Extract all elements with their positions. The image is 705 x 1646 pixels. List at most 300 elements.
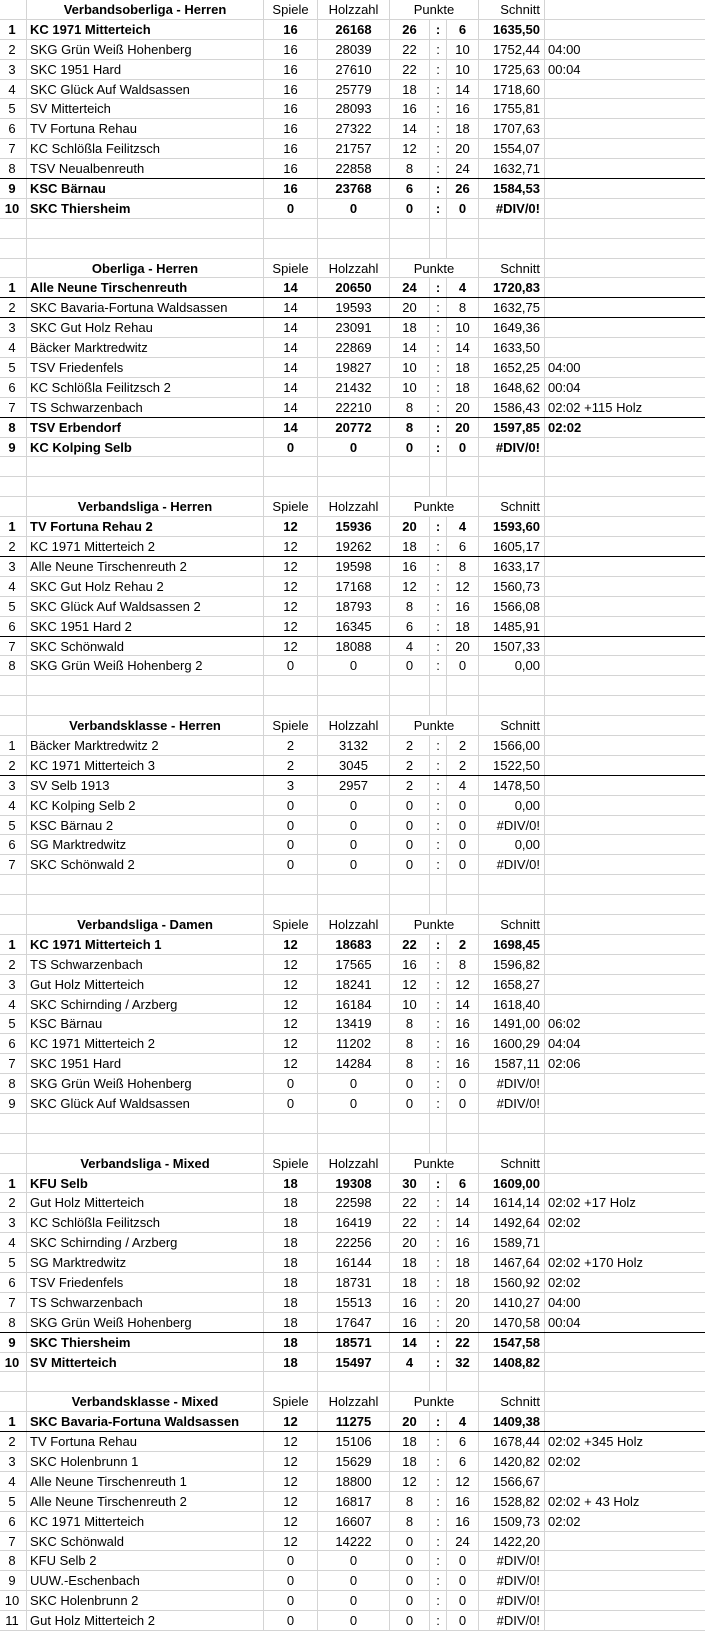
punkte-plus-cell[interactable]: 4 (390, 1353, 430, 1372)
note-cell[interactable] (545, 278, 705, 297)
punkte-plus-cell[interactable]: 26 (390, 20, 430, 39)
rank-cell[interactable]: 7 (0, 1293, 27, 1312)
note-cell[interactable] (545, 1551, 705, 1570)
punkte-colon-cell[interactable]: : (430, 1074, 447, 1093)
spiele-cell[interactable]: 18 (264, 1193, 318, 1212)
punkte-plus-cell[interactable]: 0 (390, 1571, 430, 1590)
header-spiele[interactable]: Spiele (264, 915, 318, 934)
team-cell[interactable]: KFU Selb 2 (27, 1551, 264, 1570)
holzzahl-cell[interactable]: 0 (318, 1591, 390, 1610)
holzzahl-cell[interactable]: 25779 (318, 80, 390, 99)
punkte-plus-cell[interactable]: 0 (390, 199, 430, 218)
rank-cell[interactable]: 3 (0, 318, 27, 337)
note-cell[interactable] (545, 1611, 705, 1630)
spiele-cell[interactable]: 12 (264, 537, 318, 556)
punkte-colon-cell[interactable]: : (430, 99, 447, 118)
schnitt-cell[interactable]: 1632,71 (479, 159, 545, 178)
spiele-cell[interactable]: 14 (264, 378, 318, 397)
punkte-minus-cell[interactable]: 16 (447, 597, 479, 616)
team-cell[interactable]: KC 1971 Mitterteich 2 (27, 537, 264, 556)
holzzahl-cell[interactable]: 0 (318, 656, 390, 675)
punkte-minus-cell[interactable]: 0 (447, 855, 479, 874)
table-title[interactable]: Verbandsoberliga - Herren (27, 0, 264, 19)
team-cell[interactable]: Bäcker Marktredwitz 2 (27, 736, 264, 755)
holzzahl-cell[interactable]: 0 (318, 816, 390, 835)
punkte-plus-cell[interactable]: 14 (390, 338, 430, 357)
schnitt-cell[interactable]: 1609,00 (479, 1174, 545, 1193)
rank-cell[interactable]: 4 (0, 1472, 27, 1491)
spiele-cell[interactable]: 14 (264, 398, 318, 417)
note-cell[interactable]: 02:02 +17 Holz (548, 1195, 636, 1211)
punkte-colon-cell[interactable]: : (430, 318, 447, 337)
punkte-minus-cell[interactable]: 2 (447, 736, 479, 755)
empty-cell[interactable] (390, 239, 430, 258)
team-cell[interactable]: TSV Neualbenreuth (27, 159, 264, 178)
punkte-colon-cell[interactable]: : (430, 1472, 447, 1491)
punkte-minus-cell[interactable]: 0 (447, 1591, 479, 1610)
empty-cell[interactable] (0, 219, 27, 238)
punkte-minus-cell[interactable]: 6 (447, 1452, 479, 1471)
punkte-colon-cell[interactable]: : (430, 1313, 447, 1332)
team-cell[interactable]: SV Mitterteich (27, 99, 264, 118)
schnitt-cell[interactable]: #DIV/0! (479, 816, 545, 835)
spiele-cell[interactable]: 12 (264, 517, 318, 536)
schnitt-cell[interactable]: 1614,14 (479, 1193, 545, 1212)
header-note[interactable] (545, 259, 705, 278)
spiele-cell[interactable]: 18 (264, 1273, 318, 1292)
schnitt-cell[interactable]: 1492,64 (479, 1213, 545, 1232)
empty-cell[interactable] (318, 696, 390, 715)
empty-cell[interactable] (0, 239, 27, 258)
header-punkte[interactable]: Punkte (390, 915, 479, 934)
punkte-minus-cell[interactable]: 0 (447, 1074, 479, 1093)
punkte-plus-cell[interactable]: 16 (390, 955, 430, 974)
rank-cell[interactable]: 3 (0, 557, 27, 576)
empty-cell[interactable] (390, 676, 430, 695)
empty-cell[interactable] (545, 477, 705, 496)
punkte-minus-cell[interactable]: 6 (447, 537, 479, 556)
spiele-cell[interactable]: 18 (264, 1253, 318, 1272)
empty-cell[interactable] (318, 477, 390, 496)
spiele-cell[interactable]: 12 (264, 975, 318, 994)
team-cell[interactable]: SKC Schirnding / Arzberg (27, 995, 264, 1014)
empty-cell[interactable] (430, 696, 447, 715)
note-cell[interactable]: 02:02 (548, 1275, 581, 1290)
punkte-plus-cell[interactable]: 0 (390, 796, 430, 815)
punkte-minus-cell[interactable]: 14 (447, 995, 479, 1014)
spiele-cell[interactable]: 0 (264, 796, 318, 815)
header-spiele[interactable]: Spiele (264, 1392, 318, 1411)
rank-cell[interactable]: 9 (0, 1571, 27, 1590)
header-schnitt[interactable]: Schnitt (479, 1392, 545, 1411)
note-cell[interactable] (545, 1074, 705, 1093)
schnitt-cell[interactable]: 0,00 (479, 656, 545, 675)
empty-cell[interactable] (545, 676, 705, 695)
note-cell[interactable] (545, 1412, 705, 1431)
team-cell[interactable]: TS Schwarzenbach (27, 398, 264, 417)
schnitt-cell[interactable]: 1707,63 (479, 119, 545, 138)
note-cell[interactable] (545, 796, 705, 815)
note-cell[interactable] (545, 637, 705, 656)
schnitt-cell[interactable]: 1633,50 (479, 338, 545, 357)
holzzahl-cell[interactable]: 14222 (318, 1532, 390, 1551)
empty-cell[interactable] (27, 1114, 264, 1133)
header-holzzahl[interactable]: Holzzahl (318, 716, 390, 735)
team-cell[interactable]: KC Schlößla Feilitzsch 2 (27, 378, 264, 397)
rank-cell[interactable]: 5 (0, 99, 27, 118)
rank-cell[interactable]: 8 (0, 1074, 27, 1093)
team-cell[interactable]: TS Schwarzenbach (27, 1293, 264, 1312)
team-cell[interactable]: Alle Neune Tirschenreuth (27, 278, 264, 297)
holzzahl-cell[interactable]: 18731 (318, 1273, 390, 1292)
punkte-plus-cell[interactable]: 22 (390, 40, 430, 59)
schnitt-cell[interactable]: 1554,07 (479, 139, 545, 158)
punkte-colon-cell[interactable]: : (430, 995, 447, 1014)
spiele-cell[interactable]: 16 (264, 159, 318, 178)
rank-cell[interactable]: 4 (0, 1233, 27, 1252)
punkte-plus-cell[interactable]: 0 (390, 816, 430, 835)
spiele-cell[interactable]: 16 (264, 139, 318, 158)
note-cell[interactable] (545, 955, 705, 974)
header-schnitt[interactable]: Schnitt (479, 716, 545, 735)
punkte-minus-cell[interactable]: 20 (447, 637, 479, 656)
punkte-colon-cell[interactable]: : (430, 1174, 447, 1193)
schnitt-cell[interactable]: 1560,92 (479, 1273, 545, 1292)
note-cell[interactable]: 00:04 (548, 379, 581, 395)
spiele-cell[interactable]: 16 (264, 179, 318, 198)
holzzahl-cell[interactable]: 21757 (318, 139, 390, 158)
punkte-minus-cell[interactable]: 0 (447, 656, 479, 675)
note-cell[interactable]: 04:04 (548, 1036, 581, 1052)
holzzahl-cell[interactable]: 11275 (318, 1412, 390, 1431)
note-cell[interactable]: 06:02 (548, 1016, 581, 1032)
spiele-cell[interactable]: 0 (264, 1611, 318, 1630)
holzzahl-cell[interactable]: 22598 (318, 1193, 390, 1212)
holzzahl-cell[interactable]: 0 (318, 438, 390, 457)
empty-cell[interactable] (390, 1372, 430, 1391)
note-cell[interactable] (545, 1472, 705, 1491)
empty-cell[interactable] (264, 676, 318, 695)
team-cell[interactable]: TS Schwarzenbach (27, 955, 264, 974)
empty-cell[interactable] (264, 696, 318, 715)
rank-cell[interactable]: 3 (0, 60, 27, 79)
schnitt-cell[interactable]: #DIV/0! (479, 1074, 545, 1093)
punkte-colon-cell[interactable]: : (430, 338, 447, 357)
punkte-colon-cell[interactable]: : (430, 1014, 447, 1033)
empty-cell[interactable] (390, 696, 430, 715)
punkte-colon-cell[interactable]: : (430, 577, 447, 596)
punkte-minus-cell[interactable]: 10 (447, 318, 479, 337)
team-cell[interactable]: TSV Friedenfels (27, 1273, 264, 1292)
empty-cell[interactable] (27, 219, 264, 238)
empty-cell[interactable] (0, 1114, 27, 1133)
spiele-cell[interactable]: 2 (264, 736, 318, 755)
rank-cell[interactable]: 7 (0, 139, 27, 158)
rank-cell[interactable]: 2 (0, 756, 27, 775)
empty-cell[interactable] (447, 1372, 479, 1391)
header-cell[interactable] (0, 915, 27, 934)
team-cell[interactable]: UUW.-Eschenbach (27, 1571, 264, 1590)
punkte-colon-cell[interactable]: : (430, 1353, 447, 1372)
punkte-plus-cell[interactable]: 0 (390, 656, 430, 675)
spiele-cell[interactable]: 12 (264, 1412, 318, 1431)
punkte-plus-cell[interactable]: 16 (390, 1313, 430, 1332)
rank-cell[interactable]: 2 (0, 955, 27, 974)
note-cell[interactable] (545, 835, 705, 854)
empty-cell[interactable] (447, 1114, 479, 1133)
empty-cell[interactable] (264, 875, 318, 894)
empty-cell[interactable] (447, 239, 479, 258)
punkte-colon-cell[interactable]: : (430, 1333, 447, 1352)
empty-cell[interactable] (430, 1372, 447, 1391)
empty-cell[interactable] (479, 219, 545, 238)
punkte-minus-cell[interactable]: 0 (447, 1571, 479, 1590)
rank-cell[interactable]: 5 (0, 1014, 27, 1033)
punkte-minus-cell[interactable]: 14 (447, 1213, 479, 1232)
rank-cell[interactable]: 1 (0, 278, 27, 297)
holzzahl-cell[interactable]: 15497 (318, 1353, 390, 1372)
punkte-plus-cell[interactable]: 30 (390, 1174, 430, 1193)
punkte-plus-cell[interactable]: 0 (390, 1074, 430, 1093)
team-cell[interactable]: KC Kolping Selb 2 (27, 796, 264, 815)
punkte-plus-cell[interactable]: 18 (390, 1432, 430, 1451)
schnitt-cell[interactable]: 1720,83 (479, 278, 545, 297)
punkte-minus-cell[interactable]: 16 (447, 1492, 479, 1511)
punkte-plus-cell[interactable]: 10 (390, 378, 430, 397)
schnitt-cell[interactable]: #DIV/0! (479, 1591, 545, 1610)
punkte-colon-cell[interactable]: : (430, 1432, 447, 1451)
punkte-minus-cell[interactable]: 10 (447, 60, 479, 79)
holzzahl-cell[interactable]: 18683 (318, 935, 390, 954)
empty-cell[interactable] (447, 219, 479, 238)
table-title[interactable]: Verbandsliga - Herren (27, 497, 264, 516)
team-cell[interactable]: SKC 1951 Hard (27, 60, 264, 79)
spiele-cell[interactable]: 12 (264, 955, 318, 974)
punkte-plus-cell[interactable]: 12 (390, 139, 430, 158)
punkte-plus-cell[interactable]: 22 (390, 1213, 430, 1232)
rank-cell[interactable]: 3 (0, 975, 27, 994)
punkte-minus-cell[interactable]: 22 (447, 1333, 479, 1352)
punkte-minus-cell[interactable]: 14 (447, 1193, 479, 1212)
note-cell[interactable] (545, 776, 705, 795)
note-cell[interactable] (545, 99, 705, 118)
schnitt-cell[interactable]: 1509,73 (479, 1512, 545, 1531)
punkte-colon-cell[interactable]: : (430, 1193, 447, 1212)
spiele-cell[interactable]: 0 (264, 1551, 318, 1570)
header-schnitt[interactable]: Schnitt (479, 259, 545, 278)
rank-cell[interactable]: 9 (0, 179, 27, 198)
spiele-cell[interactable]: 18 (264, 1213, 318, 1232)
rank-cell[interactable]: 10 (0, 199, 27, 218)
punkte-minus-cell[interactable]: 4 (447, 278, 479, 297)
punkte-minus-cell[interactable]: 18 (447, 119, 479, 138)
team-cell[interactable]: SKC Holenbrunn 2 (27, 1591, 264, 1610)
schnitt-cell[interactable]: #DIV/0! (479, 1611, 545, 1630)
punkte-colon-cell[interactable]: : (430, 1213, 447, 1232)
spiele-cell[interactable]: 16 (264, 20, 318, 39)
team-cell[interactable]: KC Kolping Selb (27, 438, 264, 457)
spiele-cell[interactable]: 0 (264, 438, 318, 457)
team-cell[interactable]: SKC Gut Holz Rehau 2 (27, 577, 264, 596)
rank-cell[interactable]: 1 (0, 20, 27, 39)
empty-cell[interactable] (430, 875, 447, 894)
schnitt-cell[interactable]: #DIV/0! (479, 1094, 545, 1113)
rank-cell[interactable]: 6 (0, 617, 27, 636)
rank-cell[interactable]: 3 (0, 1213, 27, 1232)
empty-cell[interactable] (390, 895, 430, 914)
spiele-cell[interactable]: 12 (264, 637, 318, 656)
punkte-colon-cell[interactable]: : (430, 935, 447, 954)
empty-cell[interactable] (545, 696, 705, 715)
note-cell[interactable]: 02:02 + 43 Holz (548, 1493, 640, 1509)
punkte-colon-cell[interactable]: : (430, 1293, 447, 1312)
punkte-colon-cell[interactable]: : (430, 1054, 447, 1073)
team-cell[interactable]: KC 1971 Mitterteich 3 (27, 756, 264, 775)
empty-cell[interactable] (479, 457, 545, 476)
punkte-minus-cell[interactable]: 18 (447, 1273, 479, 1292)
rank-cell[interactable]: 5 (0, 597, 27, 616)
schnitt-cell[interactable]: 1632,75 (479, 298, 545, 317)
holzzahl-cell[interactable]: 0 (318, 855, 390, 874)
empty-cell[interactable] (430, 219, 447, 238)
team-cell[interactable]: SKC Thiersheim (27, 1333, 264, 1352)
empty-cell[interactable] (27, 1134, 264, 1153)
holzzahl-cell[interactable]: 28093 (318, 99, 390, 118)
holzzahl-cell[interactable]: 19308 (318, 1174, 390, 1193)
spiele-cell[interactable]: 16 (264, 40, 318, 59)
punkte-colon-cell[interactable]: : (430, 40, 447, 59)
spiele-cell[interactable]: 12 (264, 1512, 318, 1531)
team-cell[interactable]: TV Fortuna Rehau 2 (27, 517, 264, 536)
schnitt-cell[interactable]: 1566,00 (479, 736, 545, 755)
spiele-cell[interactable]: 12 (264, 577, 318, 596)
holzzahl-cell[interactable]: 15629 (318, 1452, 390, 1471)
schnitt-cell[interactable]: 1725,63 (479, 60, 545, 79)
punkte-minus-cell[interactable]: 16 (447, 1512, 479, 1531)
punkte-minus-cell[interactable]: 26 (447, 179, 479, 198)
punkte-plus-cell[interactable]: 24 (390, 278, 430, 297)
team-cell[interactable]: Gut Holz Mitterteich 2 (27, 1611, 264, 1630)
rank-cell[interactable]: 1 (0, 1412, 27, 1431)
rank-cell[interactable]: 7 (0, 637, 27, 656)
punkte-minus-cell[interactable]: 18 (447, 378, 479, 397)
spiele-cell[interactable]: 12 (264, 1014, 318, 1033)
team-cell[interactable]: Alle Neune Tirschenreuth 1 (27, 1472, 264, 1491)
holzzahl-cell[interactable]: 22869 (318, 338, 390, 357)
schnitt-cell[interactable]: 1593,60 (479, 517, 545, 536)
punkte-minus-cell[interactable]: 10 (447, 40, 479, 59)
rank-cell[interactable]: 9 (0, 1094, 27, 1113)
spiele-cell[interactable]: 12 (264, 1054, 318, 1073)
empty-cell[interactable] (0, 1372, 27, 1391)
holzzahl-cell[interactable]: 13419 (318, 1014, 390, 1033)
note-cell[interactable] (545, 1571, 705, 1590)
spiele-cell[interactable]: 12 (264, 617, 318, 636)
team-cell[interactable]: SKC Glück Auf Waldsassen (27, 80, 264, 99)
punkte-plus-cell[interactable]: 22 (390, 1193, 430, 1212)
empty-cell[interactable] (430, 1114, 447, 1133)
punkte-colon-cell[interactable]: : (430, 975, 447, 994)
spiele-cell[interactable]: 3 (264, 776, 318, 795)
spiele-cell[interactable]: 12 (264, 557, 318, 576)
schnitt-cell[interactable]: #DIV/0! (479, 1571, 545, 1590)
punkte-minus-cell[interactable]: 12 (447, 975, 479, 994)
team-cell[interactable]: TV Fortuna Rehau (27, 119, 264, 138)
punkte-colon-cell[interactable]: : (430, 199, 447, 218)
empty-cell[interactable] (264, 1372, 318, 1391)
punkte-plus-cell[interactable]: 16 (390, 99, 430, 118)
note-cell[interactable]: 02:06 (548, 1056, 581, 1072)
rank-cell[interactable]: 9 (0, 438, 27, 457)
rank-cell[interactable]: 8 (0, 1313, 27, 1332)
punkte-minus-cell[interactable]: 16 (447, 1054, 479, 1073)
punkte-minus-cell[interactable]: 20 (447, 139, 479, 158)
punkte-plus-cell[interactable]: 6 (390, 179, 430, 198)
punkte-colon-cell[interactable]: : (430, 80, 447, 99)
team-cell[interactable]: KC Schlößla Feilitzsch (27, 139, 264, 158)
note-cell[interactable] (545, 517, 705, 536)
empty-cell[interactable] (447, 875, 479, 894)
holzzahl-cell[interactable]: 19598 (318, 557, 390, 576)
note-cell[interactable] (545, 119, 705, 138)
empty-cell[interactable] (318, 875, 390, 894)
schnitt-cell[interactable]: 1752,44 (479, 40, 545, 59)
schnitt-cell[interactable]: 1633,17 (479, 557, 545, 576)
schnitt-cell[interactable]: #DIV/0! (479, 855, 545, 874)
rank-cell[interactable]: 2 (0, 1432, 27, 1451)
punkte-plus-cell[interactable]: 0 (390, 1094, 430, 1113)
header-punkte[interactable]: Punkte (390, 0, 479, 19)
holzzahl-cell[interactable]: 0 (318, 1571, 390, 1590)
punkte-colon-cell[interactable]: : (430, 1094, 447, 1113)
schnitt-cell[interactable]: 1605,17 (479, 537, 545, 556)
empty-cell[interactable] (0, 1134, 27, 1153)
punkte-plus-cell[interactable]: 8 (390, 597, 430, 616)
holzzahl-cell[interactable]: 23091 (318, 318, 390, 337)
note-cell[interactable]: 02:02 (548, 1215, 581, 1231)
empty-cell[interactable] (479, 895, 545, 914)
rank-cell[interactable]: 3 (0, 1452, 27, 1471)
header-punkte[interactable]: Punkte (390, 716, 479, 735)
schnitt-cell[interactable]: 1597,85 (479, 418, 545, 437)
holzzahl-cell[interactable]: 0 (318, 1094, 390, 1113)
rank-cell[interactable]: 7 (0, 1532, 27, 1551)
punkte-minus-cell[interactable]: 8 (447, 557, 479, 576)
punkte-minus-cell[interactable]: 0 (447, 835, 479, 854)
holzzahl-cell[interactable]: 17565 (318, 955, 390, 974)
team-cell[interactable]: SKG Grün Weiß Hohenberg (27, 40, 264, 59)
spiele-cell[interactable]: 14 (264, 318, 318, 337)
schnitt-cell[interactable]: 1649,36 (479, 318, 545, 337)
empty-cell[interactable] (545, 1134, 705, 1153)
team-cell[interactable]: SV Selb 1913 (27, 776, 264, 795)
spiele-cell[interactable]: 18 (264, 1174, 318, 1193)
rank-cell[interactable]: 3 (0, 776, 27, 795)
note-cell[interactable] (545, 298, 705, 317)
rank-cell[interactable]: 10 (0, 1353, 27, 1372)
punkte-minus-cell[interactable]: 2 (447, 756, 479, 775)
punkte-minus-cell[interactable]: 0 (447, 1611, 479, 1630)
empty-cell[interactable] (430, 239, 447, 258)
spiele-cell[interactable]: 0 (264, 1571, 318, 1590)
punkte-minus-cell[interactable]: 4 (447, 517, 479, 536)
schnitt-cell[interactable]: 1678,44 (479, 1432, 545, 1451)
holzzahl-cell[interactable]: 2957 (318, 776, 390, 795)
empty-cell[interactable] (545, 219, 705, 238)
punkte-minus-cell[interactable]: 0 (447, 1551, 479, 1570)
header-holzzahl[interactable]: Holzzahl (318, 915, 390, 934)
empty-cell[interactable] (264, 457, 318, 476)
